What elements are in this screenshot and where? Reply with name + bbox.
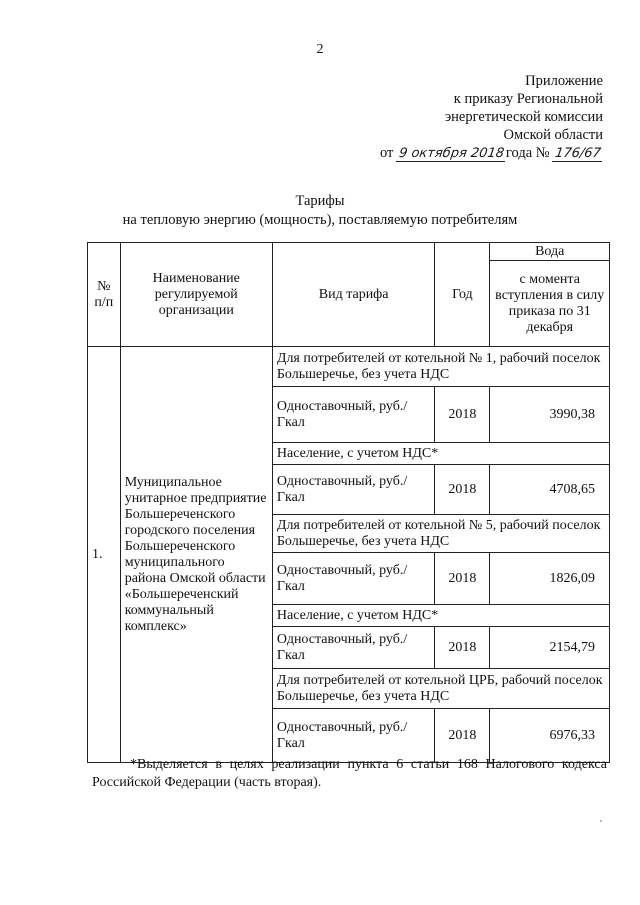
group-label: Население, с учетом НДС*	[272, 605, 609, 627]
header-water: Вода	[490, 243, 610, 261]
group-label: Для потребителей от котельной № 5, рабочий поселок Большеречье, без учета НДС	[272, 515, 609, 553]
page-number: 2	[316, 42, 324, 57]
tariff-kind: Одноставочный, руб./Гкал	[272, 553, 434, 605]
header-row	[88, 243, 610, 261]
table-row	[88, 347, 610, 387]
handwritten-date: 9 октября 2018	[396, 146, 507, 162]
tariff-year: 2018	[435, 387, 490, 443]
tariff-year: 2018	[435, 465, 490, 515]
appendix-header	[380, 72, 603, 162]
tariff-value: 3990,38	[490, 387, 610, 443]
tariff-table	[87, 242, 610, 763]
date-prefix: от	[379, 145, 394, 161]
appendix-line: энергетической комиссии	[444, 109, 603, 125]
tariff-year: 2018	[435, 709, 490, 763]
tariff-kind: Одноставочный, руб./Гкал	[272, 387, 434, 443]
tariff-kind: Одноставочный, руб./Гкал	[272, 627, 434, 669]
row-number: 1.	[88, 347, 121, 763]
appendix-line: к приказу Региональной	[453, 91, 603, 107]
header-year: Год	[435, 243, 490, 347]
footnote: *Выделяется в целях реализации пункта 6 статьи 168 Налогового кодекса Российской Федерации (часть вторая).	[92, 757, 607, 790]
order-date-line	[380, 144, 603, 162]
group-label: Для потребителей от котельной № 1, рабочий поселок Большеречье, без учета НДС	[272, 347, 609, 387]
handwritten-order-number: 176/67	[552, 146, 604, 162]
organization-name: Муниципальное унитарное предприятие Большереченского городского поселения Большереченского муниципального района Омской области «Большереченский коммунальный комплекс»	[120, 347, 272, 763]
appendix-line: Приложение	[525, 73, 603, 89]
date-suffix: года №	[505, 145, 550, 161]
document-title	[0, 192, 640, 230]
header-water-period: с момента вступления в силу приказа по 31 декабря	[490, 261, 610, 347]
tariff-value: 2154,79	[490, 627, 610, 669]
tariff-value: 6976,33	[490, 709, 610, 763]
appendix-line: Омской области	[503, 127, 603, 143]
tariff-value: 4708,65	[490, 465, 610, 515]
title-main: Тарифы	[295, 193, 345, 209]
scan-speck	[600, 820, 602, 822]
header-num: № п/п	[88, 243, 121, 347]
tariff-year: 2018	[435, 553, 490, 605]
tariff-kind: Одноставочный, руб./Гкал	[272, 465, 434, 515]
tariff-kind: Одноставочный, руб./Гкал	[272, 709, 434, 763]
group-label: Для потребителей от котельной ЦРБ, рабочий поселок Большеречье, без учета НДС	[272, 669, 609, 709]
tariff-year: 2018	[435, 627, 490, 669]
tariff-value: 1826,09	[490, 553, 610, 605]
title-subtitle: на тепловую энергию (мощность), поставляемую потребителям	[122, 212, 518, 228]
header-kind: Вид тарифа	[272, 243, 434, 347]
header-org: Наименование регулируемой организации	[120, 243, 272, 347]
group-label: Население, с учетом НДС*	[272, 443, 609, 465]
